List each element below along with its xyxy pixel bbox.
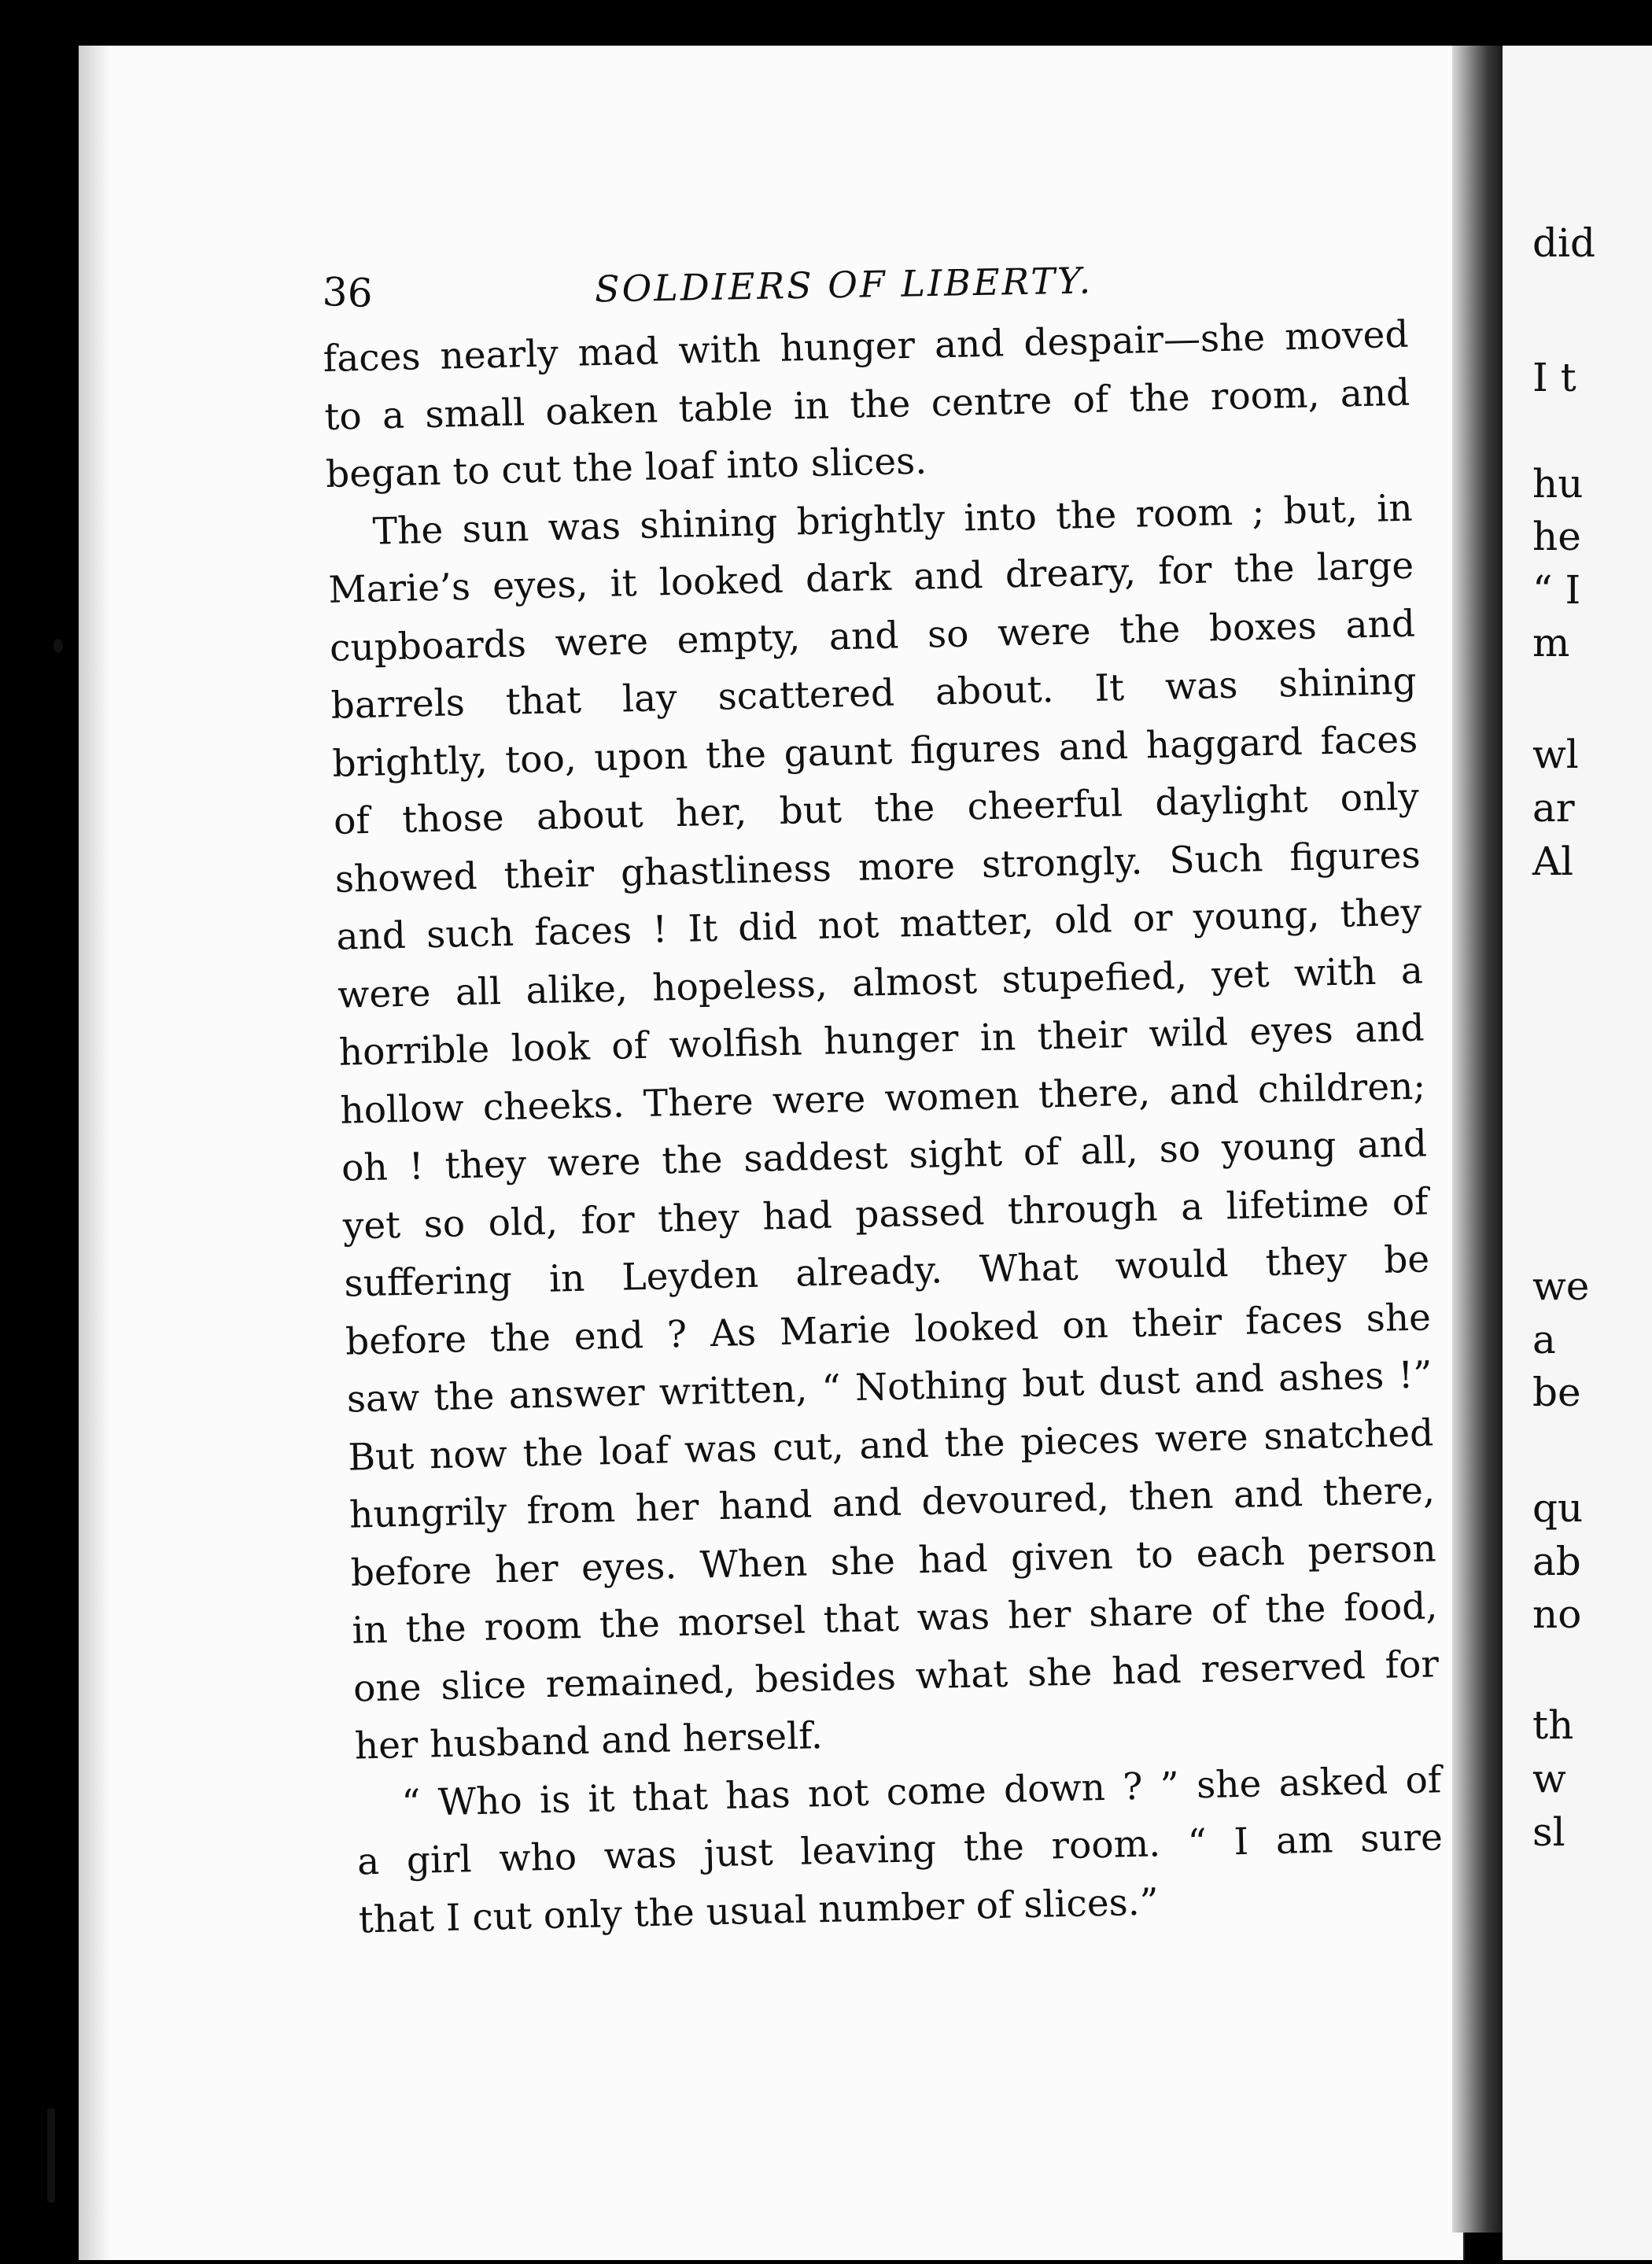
text-line: saw the answer written, “ Nothing but dust and ashes !”	[346, 1353, 1433, 1421]
text-line: Marie’s eyes, it looked dark and dreary, for the large	[327, 544, 1414, 612]
text-line: brightly, too, upon the gaunt figures and haggard faces	[331, 717, 1418, 786]
running-title: SOLDIERS OF LIBERTY.	[594, 259, 1093, 311]
text-line: before her eyes. When she had given to each person	[350, 1526, 1437, 1595]
text-line: The sun was shining brightly into the room ; but, in	[372, 486, 1414, 554]
facing-page-fragment: “ I	[1532, 567, 1581, 613]
scan-speck	[47, 2108, 55, 2203]
text-line: But now the loaf was cut, and the pieces were snatched	[347, 1410, 1434, 1480]
facing-page-fragment: I t	[1532, 355, 1576, 400]
text-line: horrible look of wolfish hunger in their wild eyes and	[338, 1006, 1425, 1075]
text-line: faces nearly mad with hunger and despair—she moved	[323, 312, 1410, 381]
facing-page-fragment: he	[1532, 514, 1581, 559]
facing-page-fragment: Al	[1532, 839, 1574, 884]
text-line: of those about her, but the cheerful daylight only	[333, 775, 1420, 843]
text-line: cupboards were empty, and so were the boxes and	[329, 602, 1416, 670]
text-line: in the room the morsel that was her share of the food,	[351, 1584, 1438, 1653]
facing-page-fragment: no	[1532, 1591, 1582, 1637]
facing-page-fragment: a	[1532, 1317, 1556, 1362]
facing-page-fragment: did	[1532, 220, 1596, 266]
text-line: showed their ghastliness more strongly. Such figures	[334, 833, 1422, 902]
text-line: hollow cheeks. There were women there, and children;	[339, 1064, 1426, 1133]
facing-page-fragment: th	[1532, 1702, 1574, 1748]
text-line: that I cut only the usual number of slices.”	[358, 1879, 1160, 1941]
body-text	[323, 306, 1444, 1949]
text-line: barrels that lay scattered about. It was shining	[330, 659, 1418, 728]
facing-page-fragment: ab	[1532, 1539, 1581, 1584]
text-line: a girl who was just leaving the room. “ I am sure	[356, 1816, 1444, 1884]
facing-page-fragment: qu	[1532, 1485, 1584, 1531]
text-line: oh ! they were the saddest sight of all, so young and	[341, 1122, 1428, 1190]
text-line: were all alike, hopeless, almost stupefied, yet with a	[337, 948, 1424, 1017]
text-line: yet so old, for they had passed through a lifetime of	[342, 1179, 1429, 1248]
facing-page-fragment: sl	[1532, 1809, 1565, 1855]
scan-speck	[53, 639, 63, 653]
text-line: before the end ? As Marie looked on their faces she	[345, 1295, 1432, 1364]
text-line: began to cut the loaf into slices.	[325, 439, 927, 496]
binding-gutter	[1452, 46, 1503, 2233]
page-number: 36	[322, 268, 374, 317]
facing-page-fragment: hu	[1532, 461, 1584, 507]
text-line: hungrily from her hand and devoured, then and there,	[348, 1469, 1436, 1537]
facing-page-fragment: w	[1532, 1756, 1566, 1801]
text-line: one slice remained, besides what she had reserved for	[352, 1642, 1440, 1711]
facing-page-fragment: wl	[1532, 732, 1579, 777]
facing-page-fragment: ar	[1532, 785, 1575, 831]
facing-page-fragment: m	[1532, 620, 1570, 666]
text-line: suffering in Leyden already. What would they be	[343, 1237, 1430, 1306]
facing-page-fragment: be	[1532, 1370, 1581, 1415]
facing-page-fragment: we	[1532, 1263, 1590, 1309]
text-line: to a small oaken table in the centre of the room, and	[323, 371, 1410, 439]
text-line: “ Who is it that has not come down ? ” she asked of	[400, 1757, 1442, 1825]
text-line: her husband and herself.	[354, 1714, 824, 1768]
text-line: and such faces ! It did not matter, old or young, they	[335, 890, 1422, 959]
facing-page	[1503, 46, 1652, 2260]
page-edge-shadow	[79, 46, 110, 2260]
